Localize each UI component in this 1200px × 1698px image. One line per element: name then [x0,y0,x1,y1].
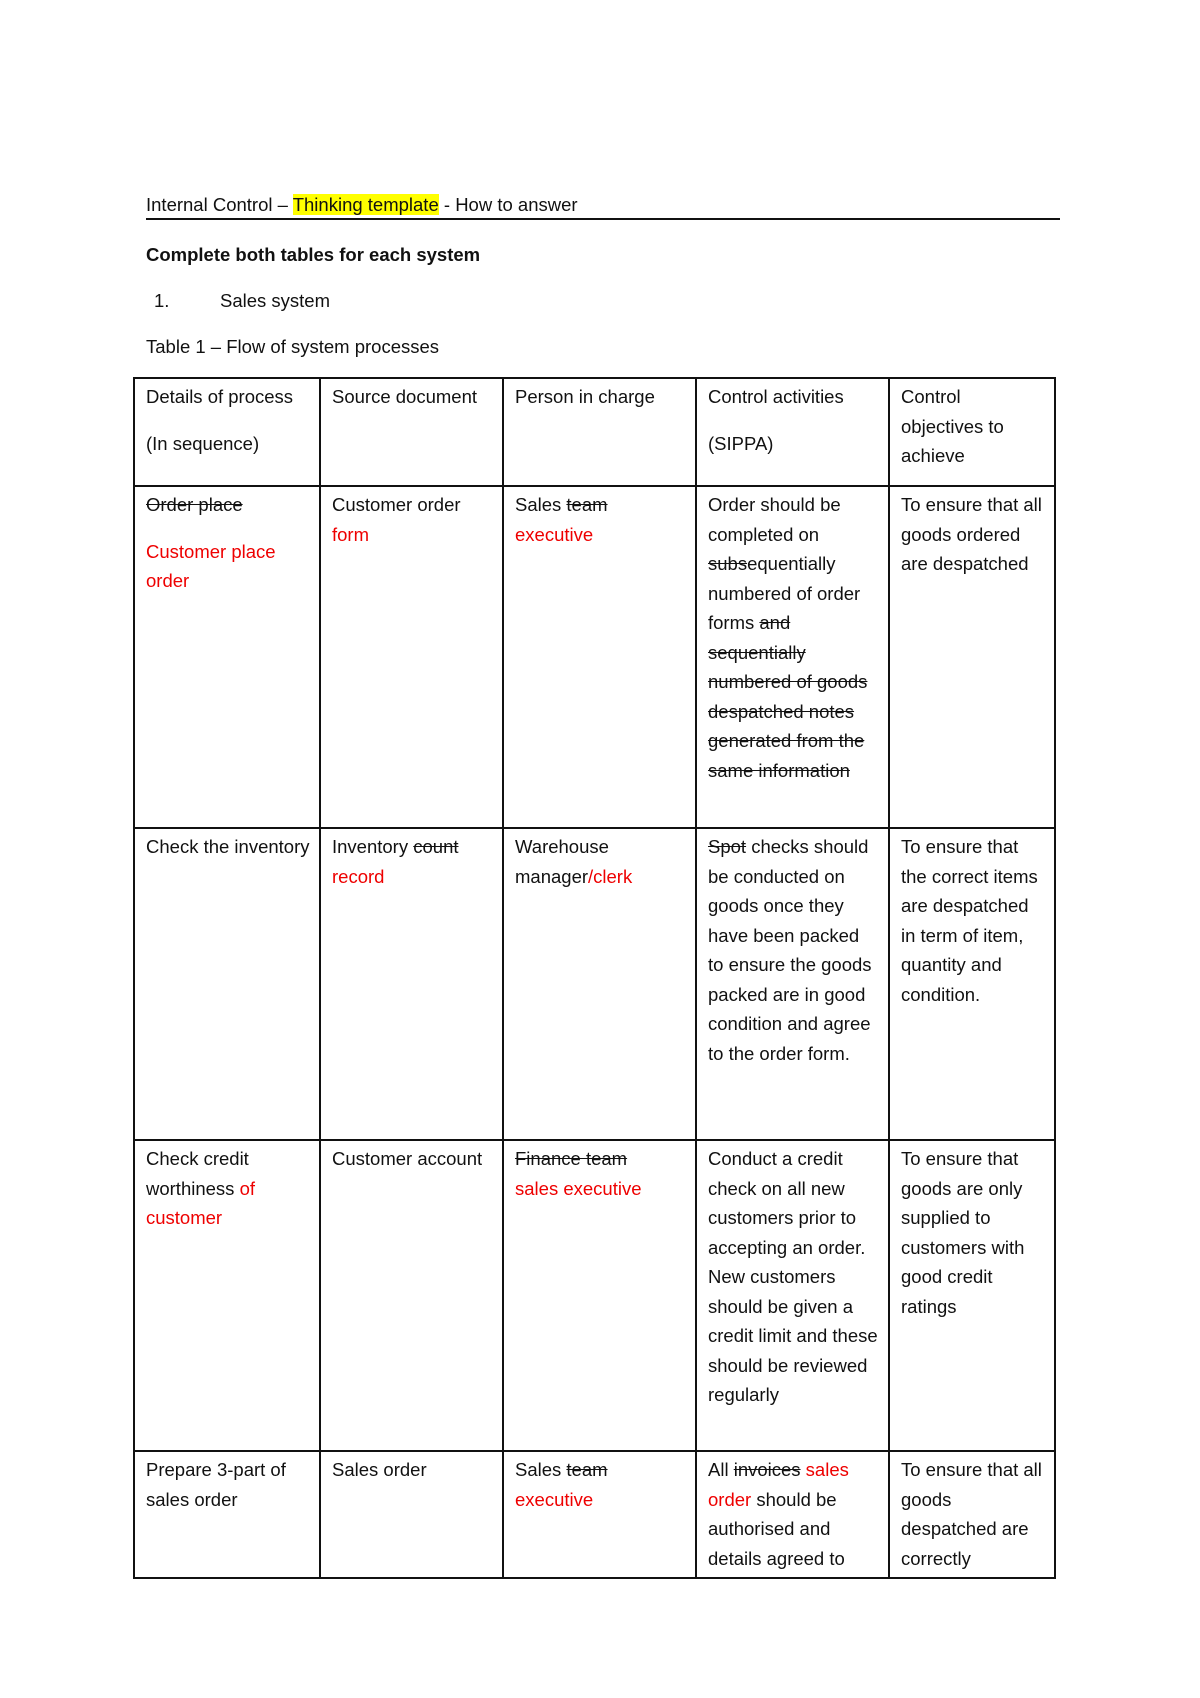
person-added-text: sales executive [515,1177,642,1199]
person-struck-text: team [566,494,608,515]
source-struck-text: count [413,836,459,857]
control-text: All [708,1459,734,1480]
cell-details [134,486,320,828]
header-control-line2: (SIPPA) [708,432,774,454]
details-struck-text: Order place [146,494,243,515]
details-added-text: Customer place order [146,540,276,591]
cell-control [696,828,889,1140]
cell-person [503,1140,696,1451]
header-source-text: Source document [332,386,478,407]
source-added-text: form [332,523,369,545]
table-row [134,1451,1055,1578]
details-added-text: of customer [146,1177,256,1228]
source-added-text: record [332,865,385,887]
person-added-text: executive [515,523,594,545]
header-details-line2: (In sequence) [146,432,260,454]
details-text: Prepare 3-part of sales order [146,1459,286,1510]
control-struck-text: invoices [733,1459,801,1480]
flow-table [133,377,1056,1579]
cell-source [320,486,503,828]
control-struck-text: subs [708,553,748,574]
control-added-text: sales order [708,1459,849,1510]
header-cell-details [134,378,320,486]
cell-objective [889,1140,1055,1451]
header-title-prefix: Internal Control – [146,194,293,215]
cell-source [320,1140,503,1451]
person-text: Warehouse manager [515,836,609,887]
cell-control [696,486,889,828]
source-text: Customer account [332,1148,483,1169]
control-text: Conduct a credit check on all new customers prior to accepting an order. New customers should be given a credit limit and these should be reviewed regularly [708,1148,878,1405]
control-struck-text: Spot [708,836,747,857]
table-row [134,828,1055,1140]
cell-objective [889,1451,1055,1578]
source-text: Sales order [332,1459,427,1480]
person-added-text: executive [515,1488,594,1510]
details-text: Check the inventory [146,836,310,857]
source-text: Customer order [332,494,461,515]
header-cell-control [696,378,889,486]
header-rule [146,218,1060,220]
header-details-line1: Details of process [146,386,294,407]
header-cell-objectives [889,378,1055,486]
details-text: Check credit worthiness [146,1148,249,1199]
header-objectives-text: Control objectives to achieve [901,386,1004,466]
cell-details [134,828,320,1140]
table-row [134,1140,1055,1451]
header-person-text: Person in charge [515,386,655,407]
cell-details [134,1140,320,1451]
cell-source [320,828,503,1140]
cell-person [503,1451,696,1578]
control-text: Order should be completed on [708,494,841,545]
person-struck-text: team [566,1459,608,1480]
control-text: should be authorised and details agreed to [708,1488,845,1569]
table-caption: Table 1 – Flow of system processes [146,336,440,357]
person-text: Sales [515,1459,567,1480]
instruction-text: Complete both tables for each system [146,244,481,265]
header-cell-person [503,378,696,486]
objective-text: To ensure that all goods despatched are correctly [901,1459,1042,1569]
list-number: 1. [154,290,170,311]
control-text: equentially numbered of order forms [708,553,861,633]
control-struck-text: and sequentially numbered of goods despatched notes generated from the same information [708,612,868,781]
cell-person [503,486,696,828]
table-row [134,486,1055,828]
control-text: checks should be conducted on goods once they have been packed to ensure the goods packed are in good condition and agree to the order form. [708,836,872,1064]
cell-control [696,1140,889,1451]
table-header-row [134,378,1055,486]
header-title-suffix: - How to answer [438,194,578,215]
cell-source [320,1451,503,1578]
cell-person [503,828,696,1140]
person-text: Sales [515,494,567,515]
cell-control [696,1451,889,1578]
source-text: Inventory [332,836,414,857]
objective-text: To ensure that all goods ordered are despatched [901,494,1042,574]
page-header [146,193,1060,217]
list-item-sales-system [154,289,330,313]
objective-text: To ensure that the correct items are despatched in term of item, quantity and condition. [901,836,1038,1005]
person-struck-text: Finance team [515,1148,628,1169]
header-cell-source [320,378,503,486]
header-control-line1: Control activities [708,386,844,407]
cell-objective [889,486,1055,828]
cell-details [134,1451,320,1578]
person-added-text: /clerk [588,865,633,887]
cell-objective [889,828,1055,1140]
list-label: Sales system [220,290,331,311]
objective-text: To ensure that goods are only supplied to customers with good credit ratings [901,1148,1025,1317]
header-title-highlight: Thinking template [292,194,439,215]
